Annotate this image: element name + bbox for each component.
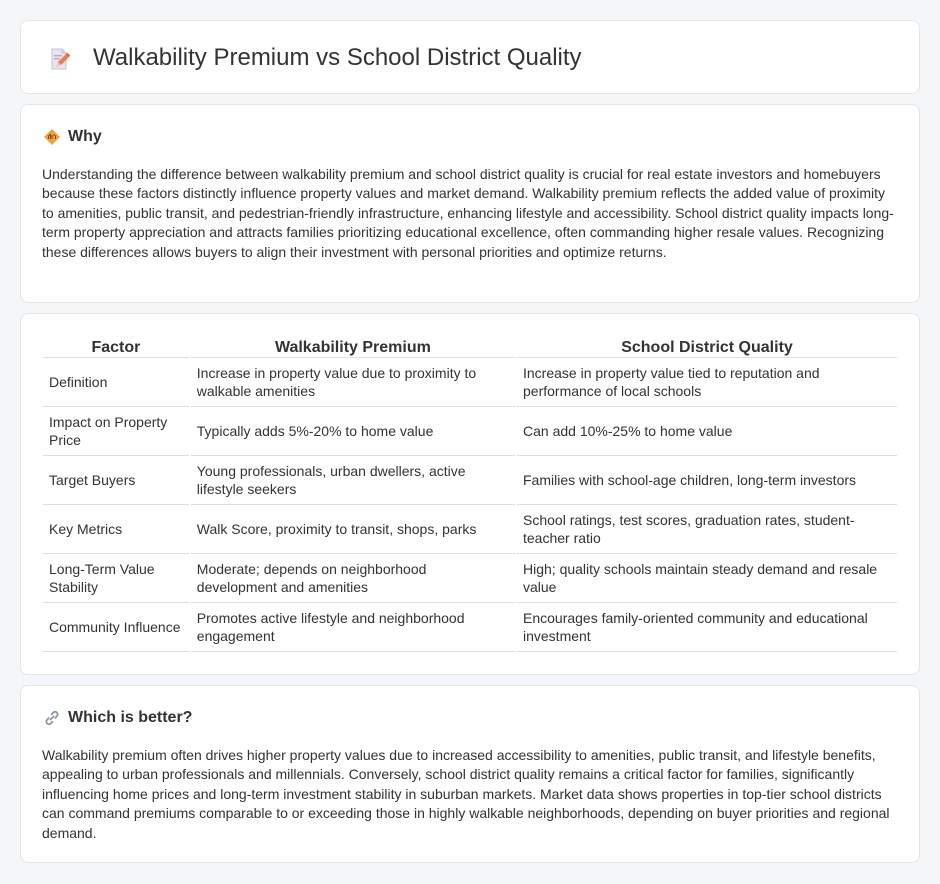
why-heading-row	[43, 127, 102, 147]
factor-cell: Long-Term Value Stability	[43, 554, 189, 603]
walkability-cell: Typically adds 5%-20% to home value	[191, 407, 515, 456]
link-icon	[43, 709, 61, 727]
column-header-walkability: Walkability Premium	[191, 336, 515, 358]
table-row	[43, 456, 897, 505]
table-row	[43, 358, 897, 407]
column-header-factor: Factor	[43, 336, 189, 358]
school-district-cell: Encourages family-oriented community and educational investment	[517, 603, 897, 652]
why-section	[20, 104, 920, 303]
school-district-cell: High; quality schools maintain steady demand and resale value	[517, 554, 897, 603]
header-card	[20, 20, 920, 94]
factor-cell: Key Metrics	[43, 505, 189, 554]
table-header-row	[43, 336, 897, 358]
better-body: Walkability premium often drives higher property values due to increased accessibility to amenities, public transit, and lifestyle benefits, appealing to urban professionals and millennials. Conversely, school district quality remains a critical factor for families, significantly influencing home prices and long-term investment stability in suburban markets. Market data shows properties in top-tier school districts can command premiums comparable to or exceeding those in highly walkable neighborhoods, depending on buyer priorities and regional demand.	[42, 747, 890, 841]
better-heading: Which is better?	[68, 709, 193, 726]
diamond-sign-icon	[43, 128, 61, 146]
walkability-cell: Increase in property value due to proximity to walkable amenities	[191, 358, 515, 407]
table-row	[43, 603, 897, 652]
column-header-school-district: School District Quality	[517, 336, 897, 358]
walkability-cell: Walk Score, proximity to transit, shops, parks	[191, 505, 515, 554]
walkability-cell: Promotes active lifestyle and neighborhood engagement	[191, 603, 515, 652]
which-is-better-section	[20, 685, 920, 863]
school-district-cell: Families with school-age children, long-term investors	[517, 456, 897, 505]
walkability-cell: Young professionals, urban dwellers, active lifestyle seekers	[191, 456, 515, 505]
school-district-cell: Increase in property value tied to reputation and performance of local schools	[517, 358, 897, 407]
page-title: Walkability Premium vs School District Quality	[93, 44, 582, 71]
comparison-table	[41, 336, 899, 652]
walkability-cell: Moderate; depends on neighborhood development and amenities	[191, 554, 515, 603]
table-row	[43, 407, 897, 456]
factor-cell: Target Buyers	[43, 456, 189, 505]
document-pencil-icon	[47, 47, 71, 71]
factor-cell: Definition	[43, 358, 189, 407]
school-district-cell: Can add 10%-25% to home value	[517, 407, 897, 456]
table-row	[43, 505, 897, 554]
table-row	[43, 554, 897, 603]
factor-cell: Impact on Property Price	[43, 407, 189, 456]
better-heading-row	[43, 708, 192, 728]
factor-cell: Community Influence	[43, 603, 189, 652]
school-district-cell: School ratings, test scores, graduation rates, student-teacher ratio	[517, 505, 897, 554]
comparison-table-card	[20, 313, 920, 675]
why-body: Understanding the difference between walkability premium and school district quality is crucial for real estate investors and homebuyers because these factors distinctly influence property values and market demand. Walkability premium reflects the added value of proximity to amenities, public transit, and pedestrian-friendly infrastructure, enhancing lifestyle and accessibility. School district quality impacts long-term property appreciation and attracts families prioritizing educational excellence, often commanding higher resale values. Recognizing these differences allows buyers to align their investment with personal priorities and optimize returns.	[42, 166, 894, 260]
why-heading: Why	[68, 128, 102, 145]
